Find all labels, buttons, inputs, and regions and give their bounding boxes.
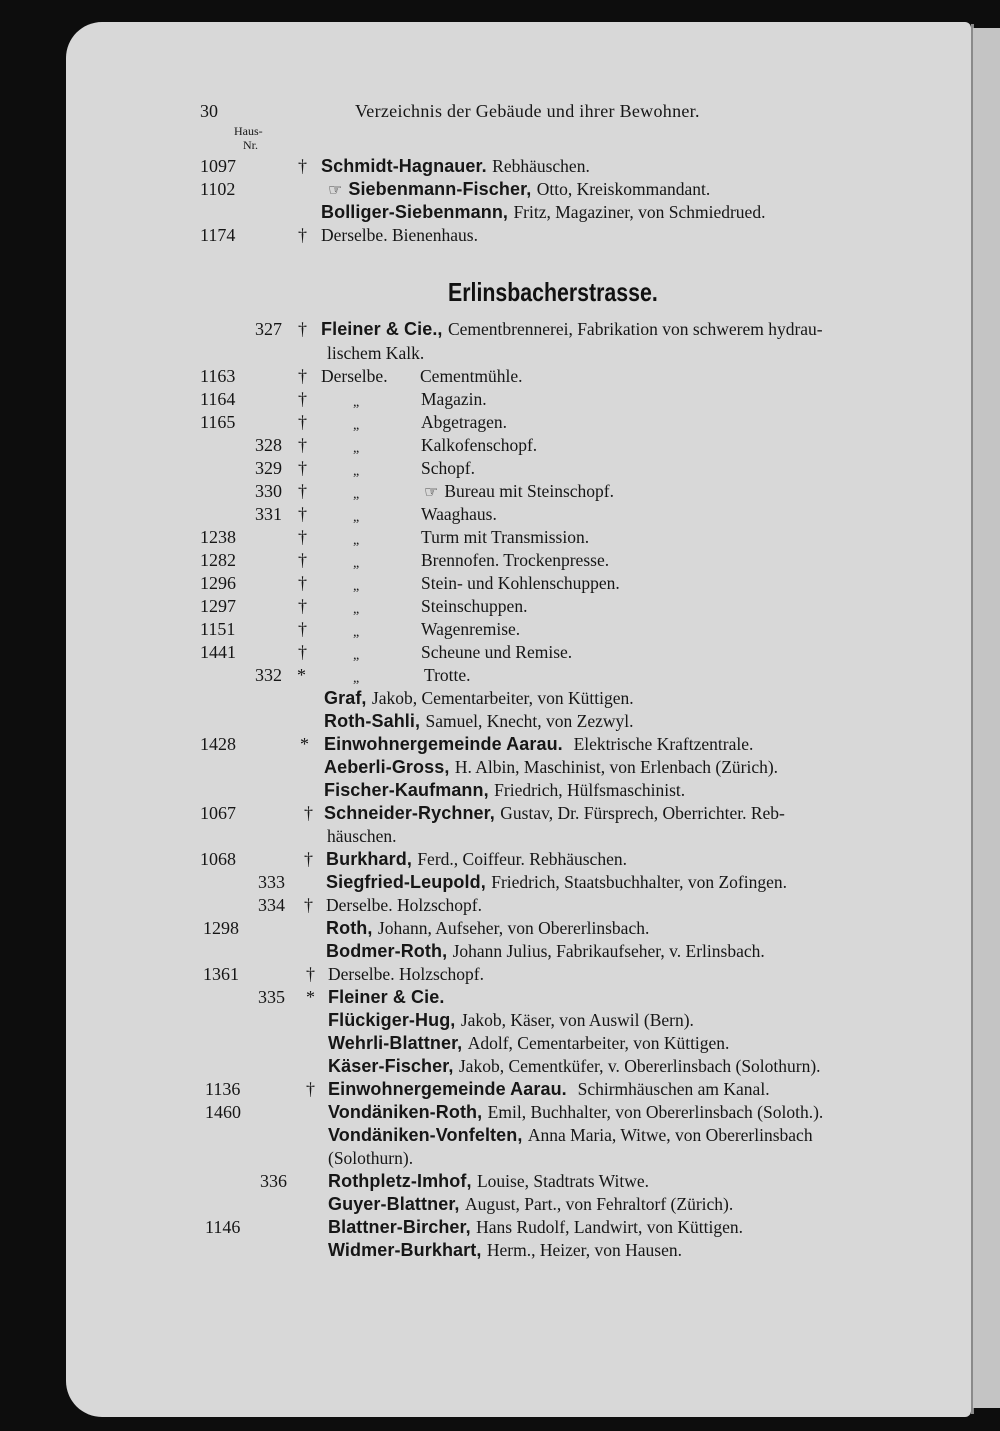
- entry-description: Jakob, Cementküfer, v. Obererlinsbach (Solothurn).: [458, 1056, 821, 1076]
- building-number: 332: [255, 665, 282, 685]
- entry-description: Schirmhäuschen am Kanal.: [577, 1079, 770, 1099]
- house-number: 1146: [205, 1217, 241, 1237]
- entry-description: Friedrich, Staatsbuchhalter, von Zofingen.: [491, 872, 787, 892]
- entry-line: [326, 917, 649, 940]
- entry-line: [324, 687, 634, 710]
- resident-name: Widmer-Burkhart,: [328, 1240, 482, 1260]
- entry-line: [328, 1078, 770, 1101]
- dagger-mark: †: [304, 895, 313, 915]
- entry-line: [328, 1239, 682, 1262]
- entry-description: Samuel, Knecht, von Zezwyl.: [425, 711, 634, 731]
- house-number: 1097: [200, 156, 236, 176]
- resident-name: Bolliger-Siebenmann,: [321, 202, 509, 222]
- house-number: 1151: [200, 619, 236, 639]
- resident-name: Fleiner & Cie.,: [321, 319, 443, 339]
- ditto-mark: „: [353, 648, 360, 663]
- entry-line: [328, 986, 444, 1009]
- page-number: 30: [200, 101, 218, 121]
- dagger-mark: †: [298, 504, 307, 524]
- resident-name: Vondäniken-Roth,: [328, 1102, 483, 1122]
- dagger-mark: †: [298, 642, 307, 662]
- entry-line: [324, 710, 634, 733]
- dagger-mark: †: [306, 1079, 315, 1099]
- ditto-mark: „: [353, 533, 360, 548]
- resident-name: Fischer-Kaufmann,: [324, 780, 489, 800]
- entry-line: [324, 802, 785, 825]
- entry-description: Louise, Stadtrats Witwe.: [476, 1171, 649, 1191]
- entry-description: Friedrich, Hülfsmaschinist.: [494, 780, 686, 800]
- resident-name: Bodmer-Roth,: [326, 941, 448, 961]
- building-item: Waaghaus.: [421, 504, 497, 524]
- entry-description: Derselbe.: [321, 366, 388, 386]
- building-item: Stein- und Kohlenschuppen.: [421, 573, 620, 593]
- entry-line: [321, 318, 823, 341]
- entry-description: Otto, Kreiskommandant.: [536, 179, 711, 199]
- house-number: 1282: [200, 550, 236, 570]
- dagger-mark: †: [298, 156, 307, 176]
- entry-continuation: häuschen.: [327, 826, 397, 846]
- entry-description: Gustav, Dr. Fürsprech, Oberrichter. Reb-: [500, 803, 785, 823]
- house-number: 1460: [205, 1102, 241, 1122]
- entry-line: [326, 940, 765, 963]
- resident-name: Schmidt-Hagnauer.: [321, 156, 487, 176]
- pointing-hand-icon: ☞: [328, 180, 343, 199]
- house-number: 1068: [200, 849, 236, 869]
- resident-name: Schneider-Rychner,: [324, 803, 495, 823]
- ditto-mark: „: [353, 487, 360, 502]
- entry-line: [424, 480, 614, 503]
- entry-line: [328, 1216, 743, 1239]
- dagger-mark: †: [306, 964, 315, 984]
- ditto-mark: „: [353, 510, 360, 525]
- resident-name: Siegfried-Leupold,: [326, 872, 486, 892]
- resident-name: Einwohnergemeinde Aarau.: [328, 1079, 567, 1099]
- house-number: 1165: [200, 412, 236, 432]
- resident-name: Rothpletz-Imhof,: [328, 1171, 472, 1191]
- building-item: Cementmühle.: [420, 366, 523, 386]
- entry-line: [328, 1193, 733, 1216]
- entry-description: Emil, Buchhalter, von Obererlinsbach (Soloth.).: [487, 1102, 824, 1122]
- building-item: Abgetragen.: [421, 412, 508, 432]
- entry-description: Jakob, Cementarbeiter, von Küttigen.: [371, 688, 634, 708]
- house-number: 1164: [200, 389, 236, 409]
- entry-line: [324, 756, 778, 779]
- entry-description: Jakob, Käser, von Auswil (Bern).: [460, 1010, 694, 1030]
- ditto-mark: „: [353, 418, 360, 433]
- entry-line: [326, 871, 787, 894]
- dagger-mark: †: [298, 319, 307, 339]
- building-number: 328: [255, 435, 282, 455]
- building-number: 327: [255, 319, 282, 339]
- building-number: 330: [255, 481, 282, 501]
- house-number: 1361: [203, 964, 239, 984]
- entry-description: Anna Maria, Witwe, von Obererlinsbach: [527, 1125, 813, 1145]
- dagger-mark: †: [298, 527, 307, 547]
- building-item: Kalkofenschopf.: [421, 435, 538, 455]
- entry-description: Johann, Aufseher, von Obererlinsbach.: [377, 918, 650, 938]
- building-item: Brennofen. Trockenpresse.: [421, 550, 610, 570]
- entry-line: [324, 779, 685, 802]
- entry-line: [328, 1124, 813, 1147]
- dagger-mark: †: [298, 389, 307, 409]
- dagger-mark: †: [298, 458, 307, 478]
- entry-description: Cementbrennerei, Fabrikation von schwerem hydrau-: [447, 319, 823, 339]
- building-item: Trotte.: [424, 665, 471, 685]
- house-number: 1067: [200, 803, 236, 823]
- ditto-mark: „: [353, 625, 360, 640]
- ditto-mark: „: [353, 579, 360, 594]
- ditto-mark: „: [353, 556, 360, 571]
- resident-name: Flückiger-Hug,: [328, 1010, 456, 1030]
- entry-description: Fritz, Magaziner, von Schmiedrued.: [513, 202, 766, 222]
- entry-description: Herm., Heizer, von Hausen.: [486, 1240, 683, 1260]
- building-number: 333: [258, 872, 285, 892]
- resident-name: Einwohnergemeinde Aarau.: [324, 734, 563, 754]
- next-page-edge: [973, 28, 1000, 1408]
- building-item: Schopf.: [421, 458, 475, 478]
- entry-description: Ferd., Coiffeur. Rebhäuschen.: [417, 849, 627, 869]
- ditto-mark: „: [353, 395, 360, 410]
- house-number: 1136: [205, 1079, 241, 1099]
- house-number: 1296: [200, 573, 236, 593]
- asterisk-mark: *: [306, 987, 315, 1007]
- entry-description: Rebhäuschen.: [492, 156, 590, 176]
- house-number: 1163: [200, 366, 236, 386]
- page-header-title: Verzeichnis der Gebäude und ihrer Bewohner.: [355, 101, 700, 121]
- ditto-mark: „: [353, 602, 360, 617]
- building-number: 331: [255, 504, 282, 524]
- column-label-nr: Nr.: [243, 138, 258, 152]
- resident-name: Käser-Fischer,: [328, 1056, 454, 1076]
- building-number: 335: [258, 987, 285, 1007]
- house-number: 1428: [200, 734, 236, 754]
- asterisk-mark: *: [297, 665, 306, 685]
- building-number: 336: [260, 1171, 287, 1191]
- resident-name: Blattner-Bircher,: [328, 1217, 471, 1237]
- building-item: Magazin.: [421, 389, 487, 409]
- entry-description: Johann Julius, Fabrikaufseher, v. Erlinsbach.: [452, 941, 765, 961]
- dagger-mark: †: [298, 435, 307, 455]
- ditto-mark: „: [353, 441, 360, 456]
- dagger-mark: †: [304, 849, 313, 869]
- entry-line: [328, 1009, 694, 1032]
- resident-name: Roth,: [326, 918, 373, 938]
- building-number: 334: [258, 895, 285, 915]
- house-number: 1102: [200, 179, 236, 199]
- entry-line: [321, 155, 590, 178]
- dagger-mark: †: [298, 619, 307, 639]
- resident-name: Guyer-Blattner,: [328, 1194, 460, 1214]
- resident-name: Siebenmann-Fischer,: [348, 179, 532, 199]
- ditto-mark: „: [353, 464, 360, 479]
- dagger-mark: †: [298, 481, 307, 501]
- house-number: 1441: [200, 642, 236, 662]
- building-item: Turm mit Transmission.: [421, 527, 590, 547]
- dagger-mark: †: [298, 225, 307, 245]
- dagger-mark: †: [298, 366, 307, 386]
- resident-name: Wehrli-Blattner,: [328, 1033, 463, 1053]
- dagger-mark: †: [298, 573, 307, 593]
- entry-line: [328, 178, 710, 201]
- entry-line: [328, 1032, 729, 1055]
- entry-description: Elektrische Kraftzentrale.: [573, 734, 754, 754]
- house-number: 1297: [200, 596, 236, 616]
- entry-continuation: lischem Kalk.: [327, 343, 425, 363]
- ditto-mark: „: [353, 671, 360, 686]
- resident-name: Burkhard,: [326, 849, 412, 869]
- pointing-hand-icon: ☞: [424, 482, 439, 501]
- resident-name: Vondäniken-Vonfelten,: [328, 1125, 523, 1145]
- building-number: 329: [255, 458, 282, 478]
- building-item: Bureau mit Steinschopf.: [444, 481, 614, 501]
- resident-name: Aeberli-Gross,: [324, 757, 450, 777]
- dagger-mark: †: [298, 550, 307, 570]
- entry-description: H. Albin, Maschinist, von Erlenbach (Zürich).: [454, 757, 779, 777]
- entry-line: [321, 201, 765, 224]
- resident-name: Roth-Sahli,: [324, 711, 421, 731]
- entry-description: Derselbe. Holzschopf.: [326, 895, 482, 915]
- house-number: 1298: [203, 918, 239, 938]
- entry-description: August, Part., von Fehraltorf (Zürich).: [464, 1194, 734, 1214]
- column-label-haus: Haus-: [234, 124, 263, 138]
- asterisk-mark: *: [300, 734, 309, 754]
- entry-description: Derselbe. Bienenhaus.: [321, 225, 478, 245]
- resident-name: Fleiner & Cie.: [328, 987, 445, 1007]
- building-item: Scheune und Remise.: [421, 642, 573, 662]
- building-item: Wagenremise.: [421, 619, 521, 639]
- entry-description: Derselbe. Holzschopf.: [328, 964, 484, 984]
- dagger-mark: †: [298, 412, 307, 432]
- entry-line: [324, 733, 753, 756]
- entry-description: Hans Rudolf, Landwirt, von Küttigen.: [476, 1217, 743, 1237]
- resident-name: Graf,: [324, 688, 367, 708]
- entry-continuation: (Solothurn).: [328, 1148, 414, 1168]
- street-section-title: Erlinsbacherstrasse.: [448, 277, 658, 307]
- house-number: 1174: [200, 225, 236, 245]
- entry-line: [328, 1101, 823, 1124]
- entry-description: Adolf, Cementarbeiter, von Küttigen.: [467, 1033, 730, 1053]
- entry-line: [328, 1170, 649, 1193]
- dagger-mark: †: [304, 803, 313, 823]
- house-number: 1238: [200, 527, 236, 547]
- entry-line: [326, 848, 627, 871]
- building-item: Steinschuppen.: [421, 596, 528, 616]
- dagger-mark: †: [298, 596, 307, 616]
- entry-line: [328, 1055, 821, 1078]
